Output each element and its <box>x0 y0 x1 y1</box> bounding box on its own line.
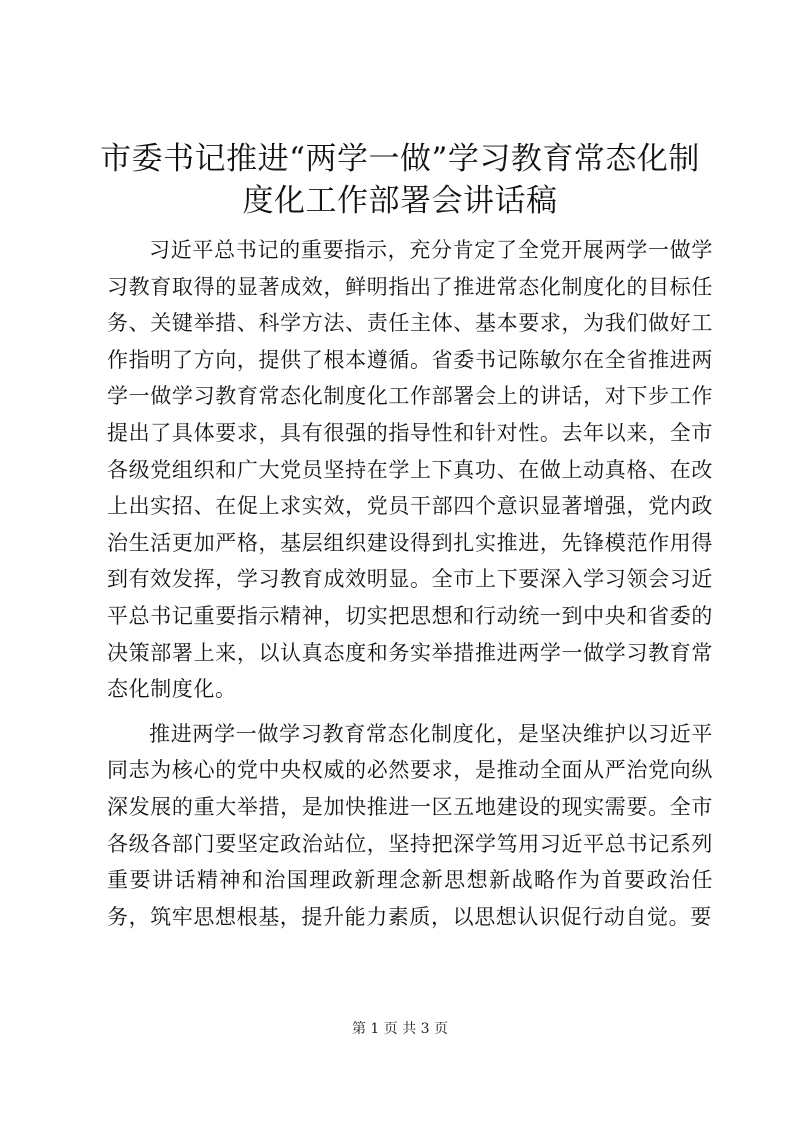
document-title: 市委书记推进“两学一做”学习教育常态化制度化工作部署会讲话稿 <box>100 141 700 219</box>
page-number-footer: 第 1 页 共 3 页 <box>351 1021 449 1037</box>
paragraph-2: 推进两学一做学习教育常态化制度化，是坚决维护以习近平同志为核心的党中央权威的必然要求，是推动全面从严治党向纵深发展的重大举措，是加快推进一区五地建设的现实需要。全市各级各部门要坚定政治站位，坚持把深学笃用习近平总书记系列重要讲话精神和治国理政新理念新思想新战略作为首要政治任务，筑牢思想根基，提升能力素质，以思想认识促行动自觉。要 <box>107 721 713 929</box>
paragraph-1: 习近平总书记的重要指示，充分肯定了全党开展两学一做学习教育取得的显著成效，鲜明指出了推进常态化制度化的目标任务、关键举措、科学方法、责任主体、基本要求，为我们做好工作指明了方向，提供了根本遵循。省委书记陈敏尔在全省推进两学一做学习教育常态化制度化工作部署会上的讲话，对下步工作提出了具体要求，具有很强的指导性和针对性。去年以来，全市各级党组织和广大党员坚持在学上下真功、在做上动真格、在改上出实招、在促上求实效，党员干部四个意识显著增强，党内政治生活更加严格，基层组织建设得到扎实推进，先锋模范作用得到有效发挥，学习教育成效明显。全市上下要深入学习领会习近平总书记重要指示精神，切实把思想和行动统一到中央和省委的决策部署上来，以认真态度和务实举措推进两学一做学习教育常态化制度化。 <box>107 238 713 702</box>
document-body <box>107 232 713 943</box>
